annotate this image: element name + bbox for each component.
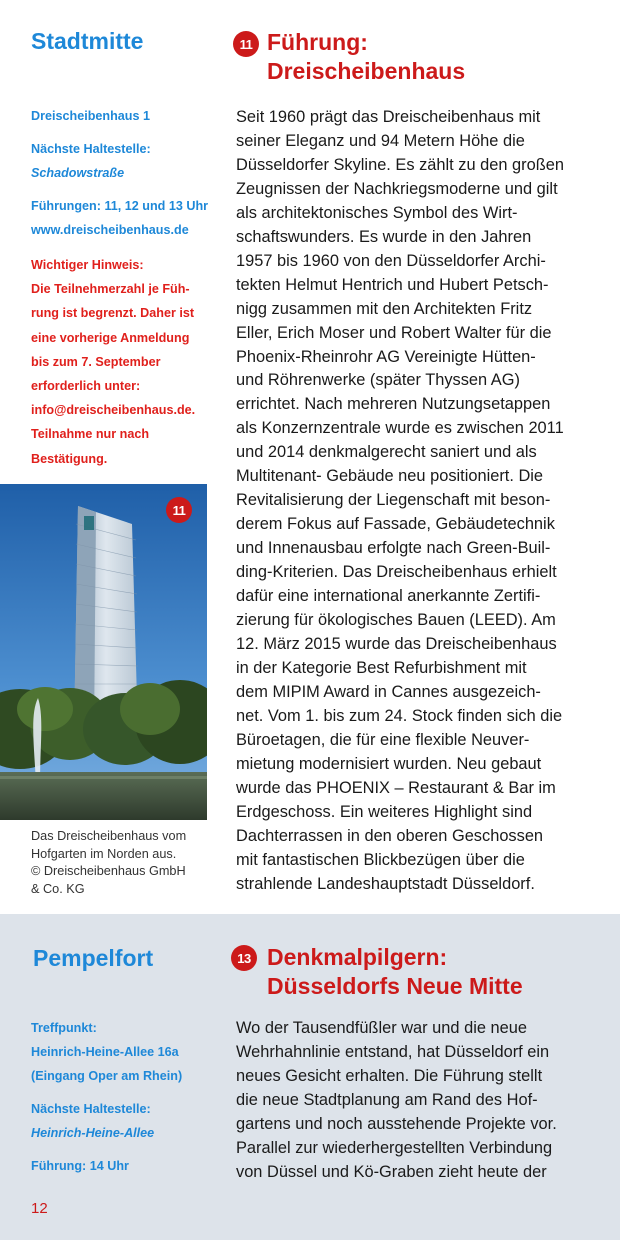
body-line: Dachterrassen in den oberen Geschossen (236, 826, 544, 845)
tour-number-badge: 11 (233, 31, 259, 57)
district-heading: Pempelfort (33, 945, 154, 971)
body-line: dem MIPIM Award in Cannes ausgezeich- (236, 682, 541, 701)
body-line: von Düssel und Kö-Graben zieht heute der (236, 1162, 547, 1181)
notice-line: eine vorherige Anmeldung (31, 330, 190, 345)
tour-description (236, 1017, 606, 1185)
notice-email[interactable]: info@dreischeibenhaus.de. (31, 403, 196, 418)
body-line: und 2014 denkmalgerecht saniert und als (236, 443, 537, 462)
body-line: und Röhrenwerke (später Thyssen AG) (236, 371, 520, 390)
important-notice (31, 253, 195, 471)
notice-line: Teilnahme nur nach (31, 427, 150, 442)
meeting-note: (Eingang Oper am Rhein) (31, 1069, 183, 1083)
body-line: die neue Stadtplanung am Rand des Hof- (236, 1090, 538, 1109)
caption-line: © Dreischeibenhaus GmbH (31, 864, 186, 878)
photo-caption (31, 828, 206, 898)
notice-line: Wichtiger Hinweis: (31, 258, 144, 272)
tour-title (267, 943, 523, 1001)
tour-title (267, 28, 465, 86)
body-line: Eller, Erich Moser und Robert Walter für die (236, 323, 552, 342)
body-line: neues Gesicht erhalten. Die Führung stellt (236, 1066, 543, 1085)
body-line: Multitenant- Gebäude neu positioniert. Die (236, 467, 544, 486)
tour-number-badge: 13 (231, 945, 257, 971)
notice-line: bis zum 7. September (31, 354, 161, 369)
notice-line: rung ist begrenzt. Daher ist (31, 306, 195, 321)
body-line: nigg zusammen mit den Architekten Fritz (236, 299, 533, 318)
body-line: Parallel zur wiederhergestellten Verbindung (236, 1138, 553, 1157)
body-line: Düsseldorfer Skyline. Es zählt zu den großen (236, 155, 564, 174)
caption-line: & Co. KG (31, 881, 85, 896)
body-line: strahlende Landeshauptstadt Düsseldorf. (236, 874, 535, 893)
body-line: tekten Helmut Hentrich und Hubert Petsch- (236, 275, 549, 294)
body-line: 12. März 2015 wurde das Dreischeibenhaus (236, 634, 557, 653)
body-line: ding-Kriterien. Das Dreischeibenhaus erhielt (236, 563, 557, 582)
body-line: net. Vom 1. bis zum 24. Stock finden sich die (236, 706, 563, 725)
tour-times: Führungen: 11, 12 und 13 Uhr (31, 199, 209, 213)
stop-name: Schadowstraße (31, 166, 125, 180)
body-line: errichtet. Nach mehreren Nutzungsetappen (236, 395, 551, 414)
body-line: mietung modernisiert wurden. Neu gebaut (236, 754, 542, 773)
address: Dreischeibenhaus 1 (31, 109, 150, 123)
body-line: Wehrhahnlinie entstand, hat Düsseldorf ein (236, 1042, 550, 1061)
meeting-label: Treffpunkt: (31, 1021, 97, 1035)
body-line: Revitalisierung der Liegenschaft mit beson- (236, 491, 551, 510)
meeting-address: Heinrich-Heine-Allee 16a (31, 1045, 179, 1059)
body-line: Zeugnissen der Nachkriegsmoderne und gilt (236, 179, 558, 198)
body-line: gartens und noch ausstehende Projekte vor. (236, 1114, 557, 1133)
body-line: dafür eine international anerkannte Zertifi- (236, 587, 541, 606)
body-line: Phoenix-Rheinrohr AG Vereinigte Hütten- (236, 347, 536, 366)
notice-line: Die Teilnehmerzahl je Füh- (31, 282, 190, 297)
page-number: 12 (31, 1200, 48, 1217)
body-line: zierung für ökologisches Bauen (LEED). Am (236, 611, 556, 630)
tour-info (31, 104, 208, 242)
body-line: Wo der Tausendfüßler war und die neue (236, 1019, 527, 1037)
website-link[interactable]: www.dreischeibenhaus.de (31, 223, 189, 237)
caption-line: Hofgarten im Norden aus. (31, 846, 177, 861)
tour-description (236, 106, 606, 896)
body-line: als Konzernzentrale wurde es zwischen 2011 (236, 419, 564, 438)
dreischeibenhaus-illustration (0, 484, 207, 820)
body-line: mit fantastischen Blickbezügen über die (236, 850, 525, 869)
body-line: Seit 1960 prägt das Dreischeibenhaus mit (236, 108, 541, 126)
stop-label: Nächste Haltestelle: (31, 142, 151, 156)
body-line: derem Fokus auf Fassade, Gebäudetechnik (236, 515, 555, 534)
body-line: als architektonisches Symbol des Wirt- (236, 203, 518, 222)
tour-info (31, 1016, 182, 1178)
body-line: Büroetagen, die für eine flexible Neuver- (236, 730, 530, 749)
tour-title-line: Führung: (267, 29, 368, 55)
stop-name: Heinrich-Heine-Allee (31, 1126, 155, 1140)
district-heading: Stadtmitte (31, 28, 144, 54)
body-line: in der Kategorie Best Refurbishment mit (236, 658, 527, 677)
body-line: wurde das PHOENIX – Restaurant & Bar im (236, 778, 556, 797)
body-line: 1957 bis 1960 von den Düsseldorfer Archi- (236, 251, 546, 270)
body-line: Erdgeschoss. Ein weiteres Highlight sind (236, 802, 533, 821)
tour-time: Führung: 14 Uhr (31, 1159, 129, 1173)
notice-line: Bestätigung. (31, 451, 108, 466)
body-line: seiner Eleganz und 94 Metern Höhe die (236, 131, 525, 150)
notice-line: erforderlich unter: (31, 379, 141, 394)
stop-label: Nächste Haltestelle: (31, 1102, 151, 1116)
caption-line: Das Dreischeibenhaus vom (31, 829, 187, 843)
body-line: schaftswunders. Es wurde in den Jahren (236, 227, 532, 246)
photo-number-badge: 11 (166, 497, 192, 523)
tour-title-line: Dreischeibenhaus (267, 58, 466, 84)
tour-title-line: Düsseldorfs Neue Mitte (267, 973, 523, 999)
building-photo (0, 484, 207, 820)
body-line: und Innenausbau erfolgte nach Green-Buil- (236, 539, 551, 558)
tour-title-line: Denkmalpilgern: (267, 944, 448, 970)
